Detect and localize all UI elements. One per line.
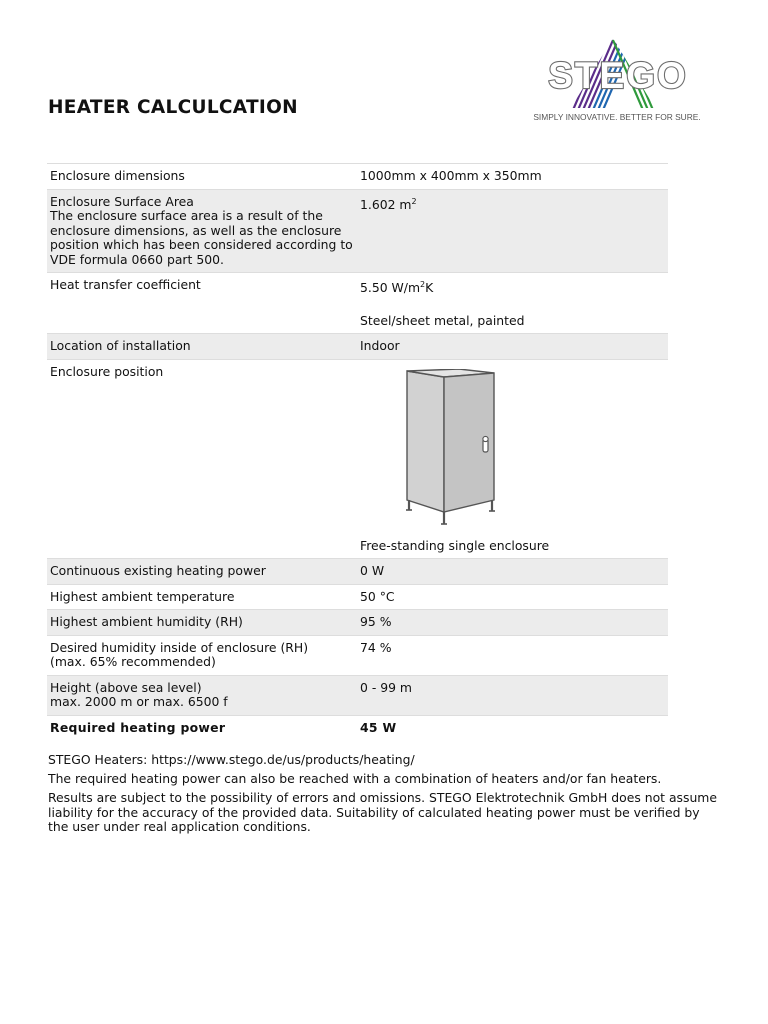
required-heating-power-label: Required heating power <box>50 719 226 735</box>
table-row <box>47 189 668 273</box>
calculation-table <box>47 163 668 740</box>
free-standing-cabinet-illustration <box>404 369 514 527</box>
enclosure-position-label: Enclosure position <box>50 363 164 379</box>
disclaimer: Results are subject to the possibility of errors and omissions. STEGO Elektrotechnik GmbH does not assume liability for the accuracy of the provided data. Suitability of calculated heating power must be verified by the user under real application conditions. <box>48 790 717 834</box>
existing-heating-power-label: Continuous existing heating power <box>50 563 266 578</box>
row-value <box>357 559 668 585</box>
table-row <box>47 164 668 190</box>
row-value <box>357 359 668 559</box>
surface-area-label: Enclosure Surface Area <box>50 193 194 209</box>
altitude-label: Height (above sea level) <box>50 679 202 695</box>
heaters-link-line[interactable]: STEGO Heaters: https://www.stego.de/us/products/heating/ <box>48 752 415 767</box>
surface-area-note: The enclosure surface area is a result of the enclosure dimensions, as well as the enclosure position which has been considered according to VDE formula 0660 part 500. <box>50 208 353 267</box>
table-row <box>47 584 668 610</box>
installation-location-label: Location of installation <box>50 338 191 353</box>
row-label <box>47 635 357 675</box>
ambient-temperature-label: Highest ambient temperature <box>50 588 235 604</box>
stego-logo <box>533 34 703 126</box>
row-value <box>357 635 668 675</box>
row-label <box>47 559 357 585</box>
heat-transfer-unit-exponent: 2 <box>420 280 426 289</box>
altitude-value: 0 - 99 m <box>360 679 413 695</box>
combination-note: The required heating power can also be reached with a combination of heaters and/or fan heaters. <box>48 771 662 786</box>
row-value <box>357 273 668 334</box>
row-value <box>357 164 668 190</box>
table-row <box>47 559 668 585</box>
enclosure-dimensions-value: 1000mm x 400mm x 350mm <box>360 168 542 183</box>
altitude-note: max. 2000 m or max. 6500 f <box>50 694 228 709</box>
row-label <box>47 675 357 715</box>
row-label <box>47 334 357 360</box>
row-label <box>47 610 357 636</box>
surface-area-value: 1.602 m <box>360 196 412 212</box>
surface-area-unit-exponent: 2 <box>411 196 417 206</box>
ambient-humidity-label: Highest ambient humidity (RH) <box>50 614 243 629</box>
table-row <box>47 273 668 334</box>
footer-notes <box>48 753 718 839</box>
page-title: HEATER CALCULCATION <box>48 97 298 118</box>
enclosure-dimensions-label: Enclosure dimensions <box>50 168 185 183</box>
row-value <box>357 189 668 273</box>
row-value <box>357 334 668 360</box>
row-value <box>357 610 668 636</box>
row-label <box>47 715 357 740</box>
ambient-temperature-value: 50 °C <box>360 588 395 604</box>
table-row <box>47 359 668 559</box>
row-label <box>47 584 357 610</box>
table-row <box>47 635 668 675</box>
desired-humidity-label: Desired humidity inside of enclosure (RH) <box>50 639 309 655</box>
logo-wordmark: STEGO <box>548 55 688 96</box>
table-row <box>47 675 668 715</box>
row-value <box>357 715 668 740</box>
desired-humidity-value: 74 % <box>360 639 392 655</box>
heat-transfer-coefficient-value: 5.50 W/m <box>360 280 421 295</box>
logo-tagline: SIMPLY INNOVATIVE. BETTER FOR SURE. <box>533 112 701 122</box>
installation-location-value: Indoor <box>360 338 400 353</box>
heat-transfer-unit-suffix: K <box>425 280 434 295</box>
row-label <box>47 164 357 190</box>
required-heating-power-value: 45 W <box>360 719 397 735</box>
row-value <box>357 584 668 610</box>
table-row <box>47 715 668 740</box>
enclosure-position-value: Free-standing single enclosure <box>360 537 550 553</box>
table-row <box>47 334 668 360</box>
row-value <box>357 675 668 715</box>
existing-heating-power-value: 0 W <box>360 563 385 578</box>
ambient-humidity-value: 95 % <box>360 614 392 629</box>
row-label <box>47 359 357 559</box>
row-label <box>47 189 357 273</box>
row-label <box>47 273 357 334</box>
heat-transfer-coefficient-label: Heat transfer coefficient <box>50 277 201 292</box>
material-note: Steel/sheet metal, painted <box>360 312 525 328</box>
table-row <box>47 610 668 636</box>
desired-humidity-note: (max. 65% recommended) <box>50 654 216 669</box>
